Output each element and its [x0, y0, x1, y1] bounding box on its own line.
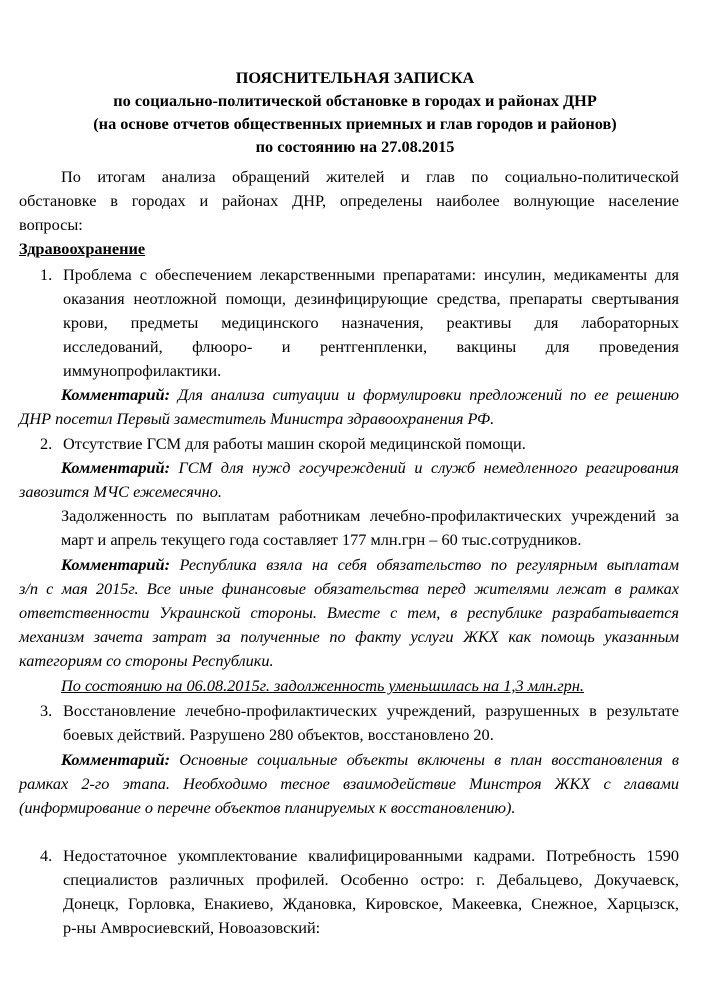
- comment-1-line-1: [61, 383, 679, 406]
- debt-line-2: март и апрель текущего года составляет 177 млн.грн – 60 тыс.сотрудников.: [61, 530, 582, 549]
- document-header: [0, 66, 710, 158]
- comment-label: Комментарий:: [61, 555, 170, 574]
- comment-text: ГСМ для нужд госучреждений и служб немедленного реагирования: [170, 458, 679, 477]
- comment-label: Комментарий:: [61, 750, 170, 769]
- section-title: Здравоохранение: [19, 239, 146, 258]
- debt-update-note: По состоянию на 06.08.2015г. задолженность уменьшилась на 1,3 млн.грн.: [61, 676, 584, 695]
- comment-4-line-2: рамках 2-го этапа. Необходимо тесное взаимодействие Минстроя ЖКХ с главами: [19, 774, 679, 793]
- item-1-line-4: исследований, флюоро- и рентгенпленки, вакцины для проведения: [63, 337, 679, 356]
- comment-3-line-4: механизм зачета затрат за полученные по факту услуги ЖКХ как помощь указанным: [19, 627, 679, 646]
- item-3-line-1: Восстановление лечебно-профилактических учреждений, разрушенных в результате: [63, 701, 679, 720]
- comment-2-line-1: [61, 456, 679, 479]
- item-4-line-4: р-ны Амвросиевский, Новоазовский:: [63, 918, 321, 937]
- intro-line-3: вопросы:: [19, 215, 83, 234]
- comment-3-line-1: [61, 553, 679, 576]
- document-date: по состоянию на 27.08.2015: [255, 137, 455, 156]
- item-number-1: 1.: [40, 265, 53, 284]
- comment-2-line-2: завозится МЧС ежемесячно.: [19, 482, 222, 501]
- comment-3-line-5: категориям со стороны Республики.: [19, 651, 274, 670]
- item-3-line-2: боевых действий. Разрушено 280 объектов, восстановлено 20.: [63, 725, 494, 744]
- document-title: ПОЯСНИТЕЛЬНАЯ ЗАПИСКА: [235, 68, 475, 87]
- comment-4-line-1: [61, 748, 679, 771]
- item-1-line-5: иммунопрофилактики.: [63, 361, 222, 380]
- comment-1-line-2: ДНР посетил Первый заместитель Министра здравоохранения РФ.: [19, 409, 495, 428]
- intro-line-2: обстановке в городах и районах ДНР, определены наиболее волнующие население: [19, 191, 679, 210]
- intro-line-1: По итогам анализа обращений жителей и глав по социально-политической: [61, 167, 679, 186]
- item-4-line-3: Донецк, Горловка, Енакиево, Ждановка, Кировское, Макеевка, Снежное, Харцызск,: [63, 894, 679, 913]
- item-number-3: 3.: [40, 701, 53, 720]
- comment-3-line-2: з/п с мая 2015г. Все иные финансовые обязательства перед жителями лежат в рамках: [19, 579, 679, 598]
- comment-3-line-3: ответственности Украинской стороны. Вместе с тем, в республике разрабатывается: [19, 603, 679, 622]
- item-4-line-1: Недостаточное укомплектование квалифицированными кадрами. Потребность 1590: [63, 846, 679, 865]
- comment-text: Республика взяла на себя обязательство по регулярным выплатам: [170, 555, 679, 574]
- comment-label: Комментарий:: [61, 385, 170, 404]
- comment-label: Комментарий:: [61, 458, 170, 477]
- item-4-line-2: специалистов различных профилей. Особенно остро: г. Дебальцево, Докучаевск,: [63, 870, 679, 889]
- item-number-4: 4.: [40, 846, 53, 865]
- item-2-text: Отсутствие ГСМ для работы машин скорой медицинской помощи.: [63, 434, 526, 453]
- debt-line-1: Задолженность по выплатам работникам лечебно-профилактических учреждений за: [61, 506, 679, 525]
- item-1-line-2: оказания неотложной помощи, дезинфицирующие средства, препараты свертывания: [63, 289, 679, 308]
- comment-4-line-3: (информирование о перечне объектов планируемых к восстановлению).: [19, 798, 516, 817]
- comment-text: Для анализа ситуации и формулировки предложений по ее решению: [170, 385, 679, 404]
- document-subtitle-1: по социально-политической обстановке в городах и районах ДНР: [113, 91, 597, 110]
- item-1-line-3: крови, предметы медицинского назначения, реактивы для лабораторных: [63, 313, 679, 332]
- item-1-line-1: Проблема с обеспечением лекарственными препаратами: инсулин, медикаменты для: [63, 265, 679, 284]
- comment-text: Основные социальные объекты включены в план восстановления в: [170, 750, 679, 769]
- item-number-2: 2.: [40, 434, 53, 453]
- document-subtitle-2: (на основе отчетов общественных приемных и глав городов и районов): [93, 114, 617, 133]
